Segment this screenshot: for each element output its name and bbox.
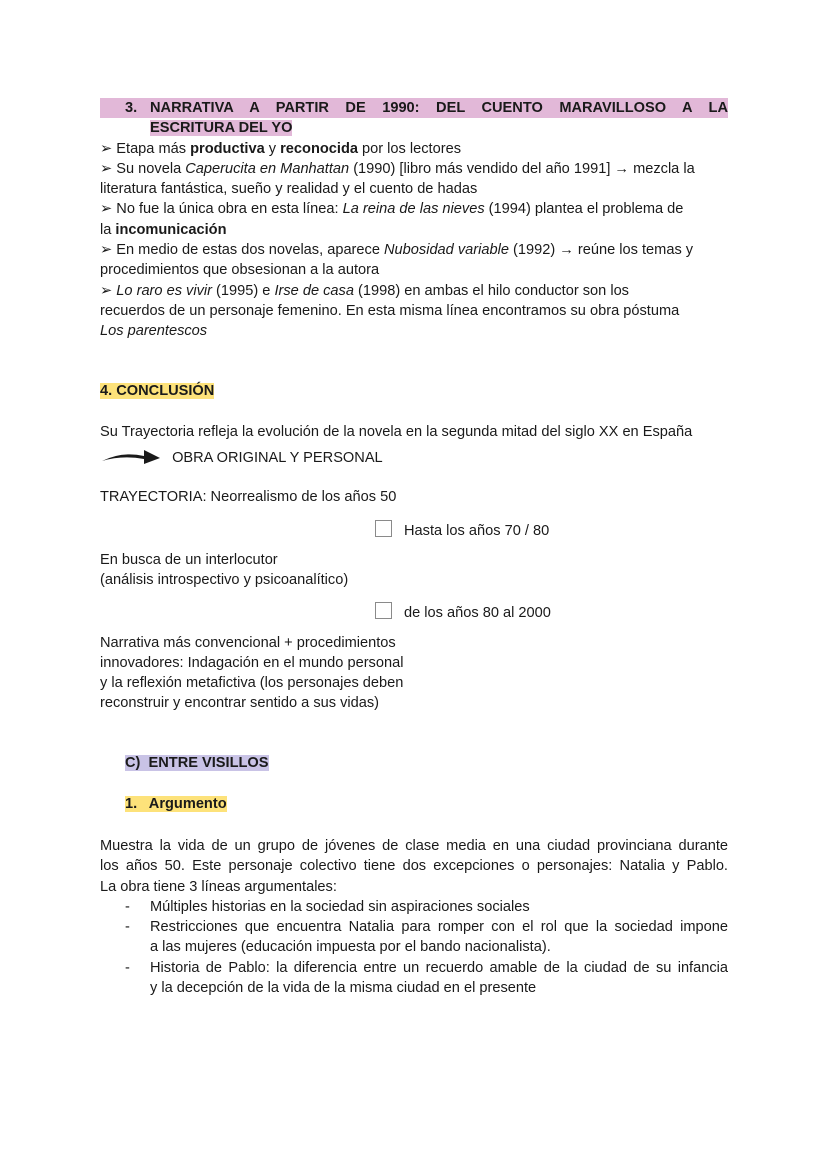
section-3-title-line1: NARRATIVA A PARTIR DE 1990: DEL CUENTO MARAVILLOSO A LA (150, 98, 728, 118)
bullet-reina-nieves: ➢ No fue la única obra en esta línea: La reina de las nieves (1994) plantea el problema de (100, 201, 684, 218)
section-c-heading: C) ENTRE VISILLOS (125, 755, 269, 771)
trayectoria-label: TRAYECTORIA: Neorrealismo de los años 50 (100, 489, 397, 505)
argumento-heading: 1. Argumento (125, 796, 227, 812)
argumento-para-line2: los años 50. Este personaje colectivo tiene dos excepciones o personajes: Natalia y Pablo. (100, 858, 728, 875)
section-4-heading: 4. CONCLUSIÓN (100, 383, 215, 399)
bullet-lo-raro: ➢ Lo raro es vivir (1995) e Irse de casa (1998) en ambas el hilo conductor son los (100, 282, 629, 299)
bullet-reina-nieves-line2: la incomunicación (100, 221, 227, 238)
bullet-lo-raro-line3: Los parentescos (100, 323, 208, 340)
busca-line1: En busca de un interlocutor (100, 552, 278, 568)
bullet-nubosidad-line2: procedimientos que obsesionan a la autora (100, 262, 380, 279)
bullet-nubosidad: ➢ En medio de estas dos novelas, aparece Nubosidad variable (1992) → reúne los temas y (100, 242, 694, 259)
checkbox-icon[interactable] (375, 602, 392, 619)
narrativa-line2: innovadores: Indagación en el mundo personal (100, 655, 404, 671)
bullet-lo-raro-line2: recuerdos de un personaje femenino. En esta misma línea encontramos su obra póstuma (100, 302, 680, 319)
period-1-row (375, 520, 549, 539)
period-1-label: Hasta los años 70 / 80 (404, 523, 550, 539)
list-item-continuation: a las mujeres (educación impuesta por el bando nacionalista). (150, 939, 551, 956)
argumento-para-line3: La obra tiene 3 líneas argumentales: (100, 878, 337, 895)
section-3-title-line2-row (100, 118, 728, 138)
bullet-caperucita: ➢ Su novela Caperucita en Manhattan (1990) [libro más vendido del año 1991] → mezcla la (100, 160, 695, 177)
bullet-productiva: ➢ Etapa más productiva y reconocida por los lectores (100, 140, 461, 157)
busca-line2: (análisis introspectivo y psicoanalítico) (100, 572, 349, 588)
list-item: - Múltiples historias en la sociedad sin aspiraciones sociales (125, 898, 530, 915)
bullet-caperucita-line2: literatura fantástica, sueño y realidad y el cuento de hadas (100, 181, 478, 198)
curved-arrow-icon (100, 444, 164, 468)
narrativa-line4: reconstruir y encontrar sentido a sus vidas) (100, 695, 380, 711)
period-2-label: de los años 80 al 2000 (404, 605, 551, 621)
list-item: - Historia de Pablo: la diferencia entre un recuerdo amable de la ciudad de su infancia (125, 959, 728, 976)
document-page (100, 98, 728, 342)
argumento-para-line1: Muestra la vida de un grupo de jóvenes de clase media en una ciudad provinciana durante (100, 838, 728, 854)
arrow-row (100, 444, 383, 468)
section-3-heading (100, 98, 728, 118)
list-item: - Restricciones que encuentra Natalia para romper con el rol que la sociedad impone (125, 919, 728, 936)
section-3-number: 3. (100, 98, 150, 118)
list-item-continuation: y la decepción de la vida de la misma ciudad en el presente (150, 980, 537, 997)
section-3-title-line2: ESCRITURA DEL YO (150, 120, 293, 137)
argumento-block (100, 836, 728, 998)
arrow-label: OBRA ORIGINAL Y PERSONAL (172, 450, 383, 466)
checkbox-icon[interactable] (375, 520, 392, 537)
narrativa-line1: Narrativa más convencional + procedimientos (100, 635, 396, 651)
narrativa-line3: y la reflexión metafictiva (los personajes deben (100, 675, 404, 691)
conclusion-intro: Su Trayectoria refleja la evolución de la novela en la segunda mitad del siglo XX en España (100, 424, 693, 440)
period-2-row (375, 602, 551, 621)
